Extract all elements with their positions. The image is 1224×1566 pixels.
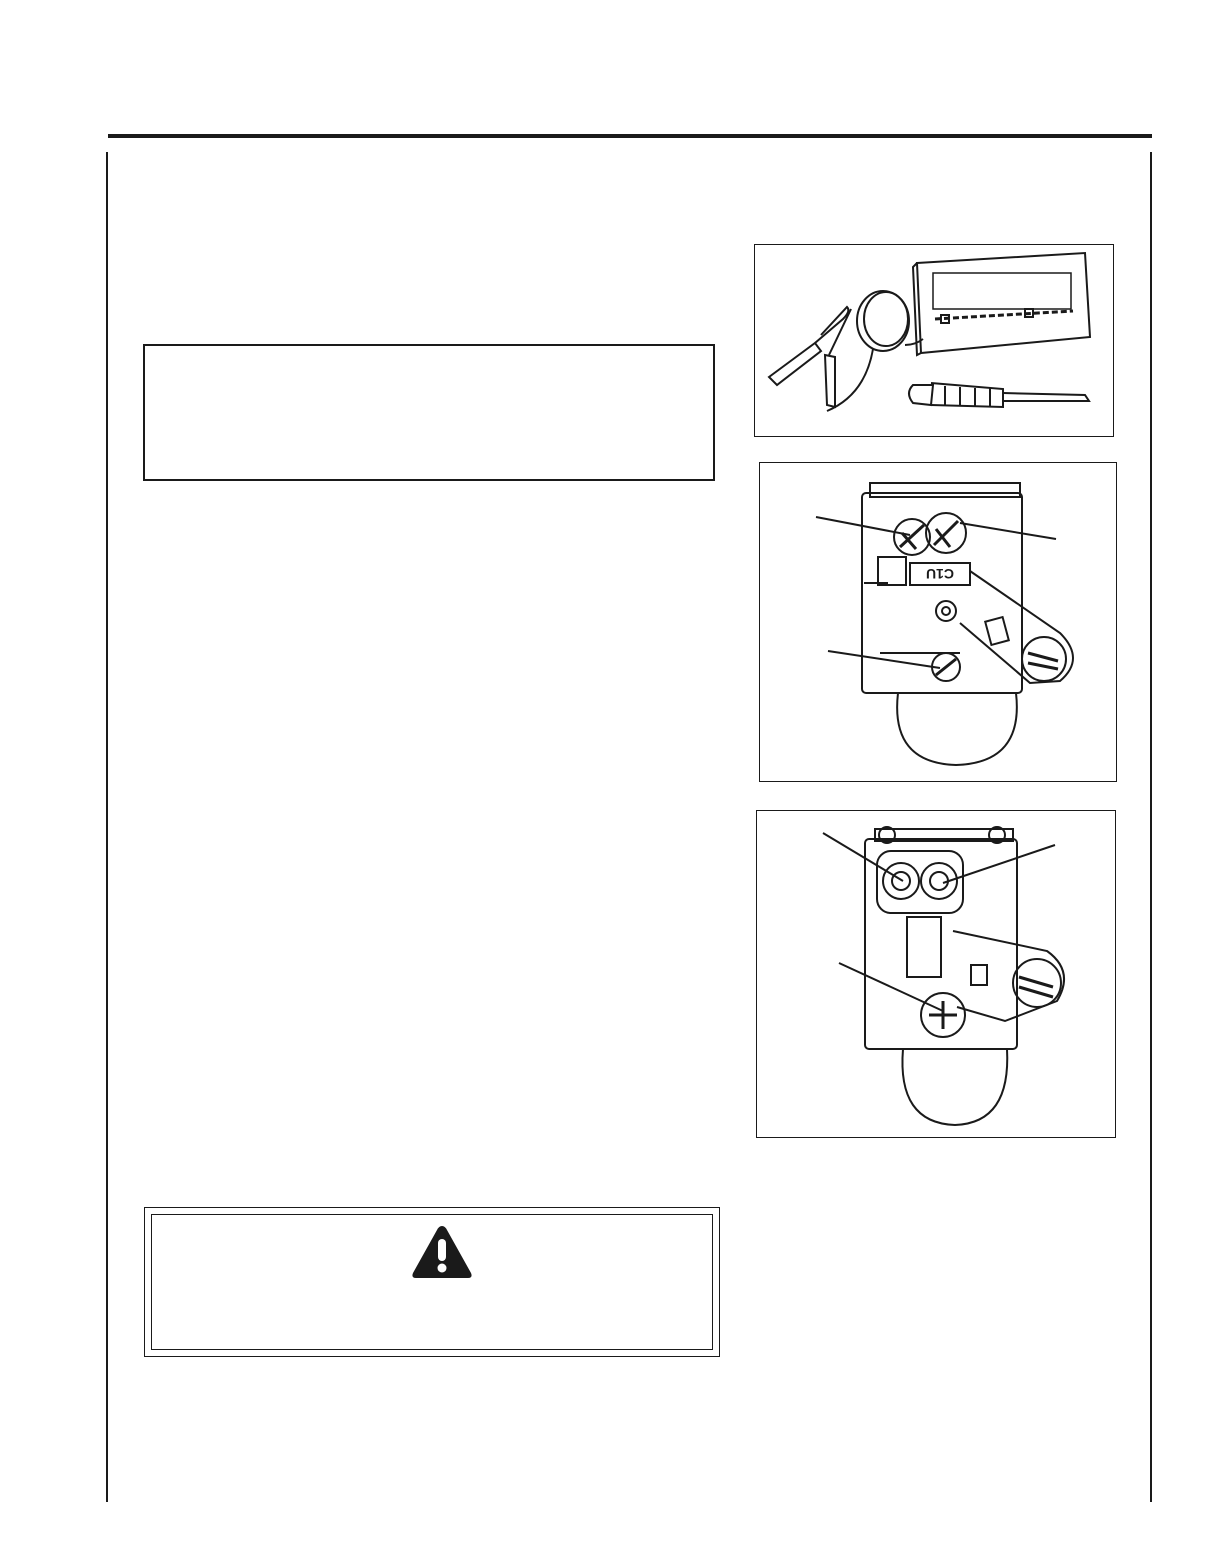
tools-figure: [754, 244, 1114, 437]
warning-inner-frame: [151, 1214, 713, 1350]
carburetor-illustration: [760, 463, 1118, 783]
carburetor-illustration: [757, 811, 1117, 1139]
carburetor-figure-b: [756, 810, 1116, 1138]
note-box: [143, 344, 715, 481]
tachometer-and-screwdriver-illustration: [755, 245, 1115, 438]
header-rule: [108, 134, 1152, 138]
left-margin-rule: [106, 152, 108, 1502]
carburetor-marking: C1U: [925, 566, 955, 582]
carburetor-figure-a: [759, 462, 1117, 782]
warning-triangle-icon: [410, 1223, 474, 1281]
right-margin-rule: [1150, 152, 1152, 1502]
warning-box: [144, 1207, 720, 1357]
